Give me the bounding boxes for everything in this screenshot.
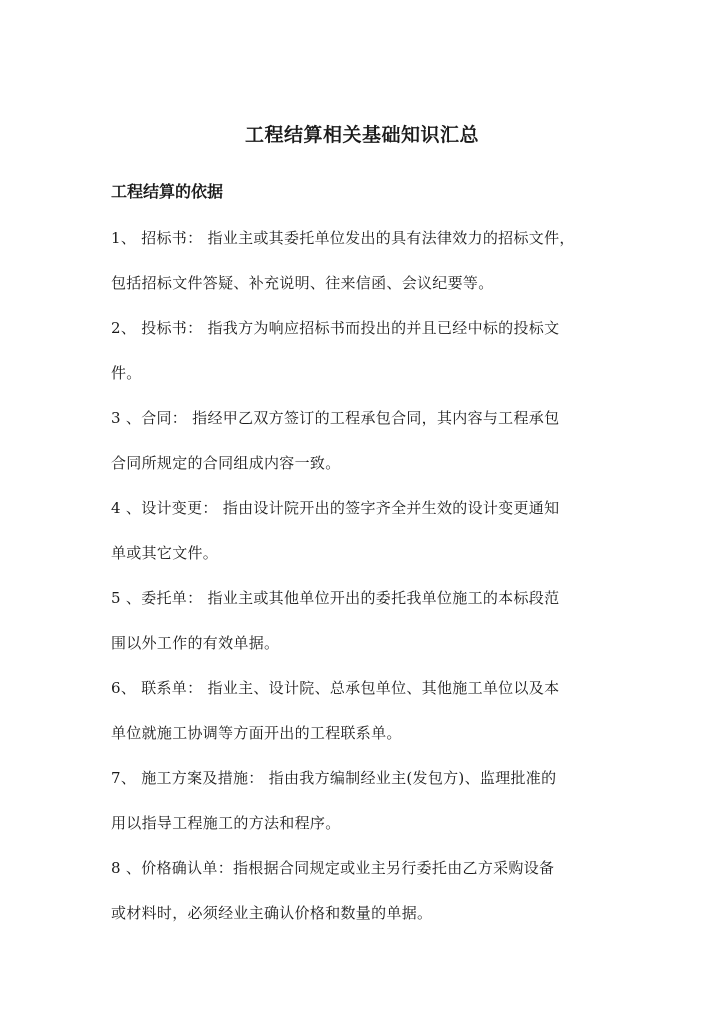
section-heading: 工程结算的依据 [111, 182, 224, 201]
list-item-line: 单或其它文件。 [111, 544, 219, 562]
list-item-line: 8 、价格确认单：指根据合同规定或业主另行委托由乙方采购设备 [111, 859, 555, 877]
list-item-5 [111, 584, 636, 674]
list-item-line: 3 、合同： 指经甲乙双方签订的工程承包合同，其内容与工程承包 [111, 409, 560, 427]
list-item-line: 用以指导工程施工的方法和程序。 [111, 814, 341, 832]
list-item-line: 包括招标文件答疑、补充说明、往来信函、会议纪要等。 [111, 274, 494, 292]
list-item-line: 7、 施工方案及措施： 指由我方编制经业主(发包方)、监理批准的 [111, 769, 557, 787]
list-item-line: 6、 联系单： 指业主、设计院、总承包单位、其他施工单位以及本 [111, 679, 560, 697]
list-item-line: 件。 [111, 364, 142, 382]
basis-list [111, 224, 636, 944]
list-item-line: 2、 投标书： 指我方为响应招标书而投出的并且已经中标的投标文 [111, 319, 560, 337]
list-item-7 [111, 764, 636, 854]
list-item-3 [111, 404, 636, 494]
list-item-2 [111, 314, 636, 404]
list-item-line: 围以外工作的有效单据。 [111, 634, 280, 652]
list-item-line: 合同所规定的合同组成内容一致。 [111, 454, 341, 472]
list-item-line: 4 、设计变更： 指由设计院开出的签字齐全并生效的设计变更通知 [111, 499, 560, 517]
page-title: 工程结算相关基础知识汇总 [244, 124, 479, 146]
list-item-6 [111, 674, 636, 764]
list-item-line: 1、 招标书： 指业主或其委托单位发出的具有法律效力的招标文件， [111, 229, 575, 247]
list-item-8 [111, 854, 636, 944]
list-item-line: 5 、委托单： 指业主或其他单位开出的委托我单位施工的本标段范 [111, 589, 560, 607]
list-item-1 [111, 224, 636, 314]
list-item-line: 或材料时，必须经业主确认价格和数量的单据。 [111, 904, 433, 922]
list-item-4 [111, 494, 636, 584]
list-item-line: 单位就施工协调等方面开出的工程联系单。 [111, 724, 402, 742]
